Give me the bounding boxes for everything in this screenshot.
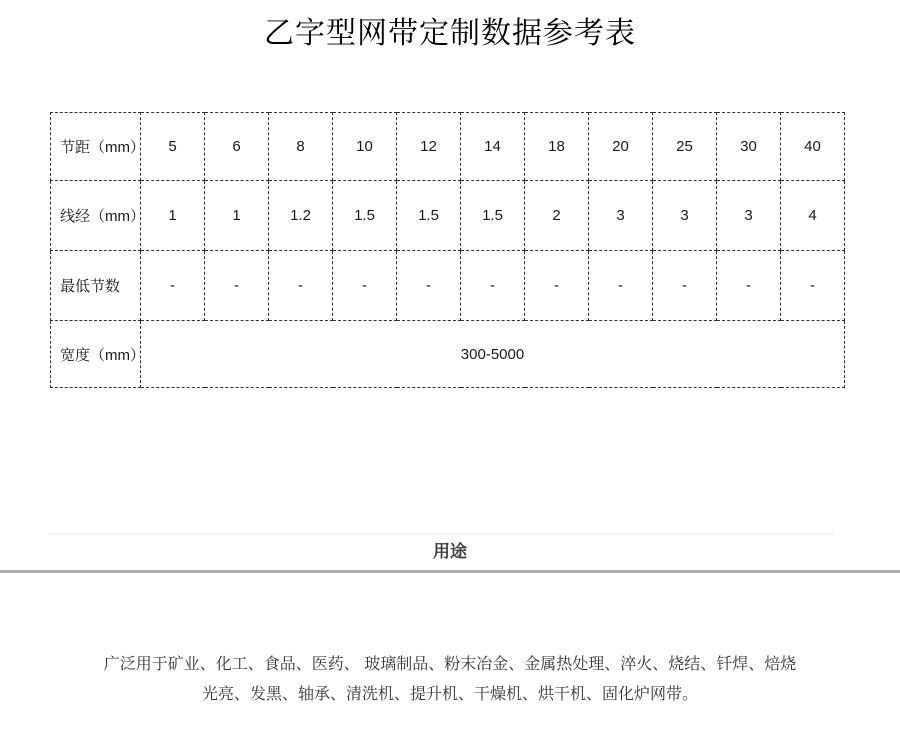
wire-cell: 1	[205, 181, 269, 251]
min-count-cell: -	[653, 251, 717, 321]
min-count-cell: -	[141, 251, 205, 321]
usage-text	[0, 650, 900, 710]
wire-cell: 1.5	[397, 181, 461, 251]
table-row-wire	[51, 181, 845, 251]
min-count-cell: -	[397, 251, 461, 321]
pitch-cell: 20	[589, 113, 653, 181]
page-title: 乙字型网带定制数据参考表	[264, 17, 636, 50]
min-count-cell: -	[333, 251, 397, 321]
pitch-cell: 10	[333, 113, 397, 181]
divider-light	[48, 533, 834, 535]
spec-table	[50, 112, 845, 388]
row-header-min-count: 最低节数	[51, 251, 141, 321]
pitch-cell: 18	[525, 113, 589, 181]
pitch-cell: 30	[717, 113, 781, 181]
table-row-width	[51, 321, 845, 388]
usage-text-line1: 广泛用于矿业、化工、食品、医药、 玻璃制品、粉末冶金、金属热处理、淬火、烧结、钎焊、焙烧	[103, 656, 797, 673]
wire-cell: 1	[141, 181, 205, 251]
min-count-cell: -	[589, 251, 653, 321]
wire-cell: 3	[653, 181, 717, 251]
wire-cell: 1.5	[461, 181, 525, 251]
row-header-pitch: 节距（mm）	[51, 113, 141, 181]
pitch-cell: 14	[461, 113, 525, 181]
wire-cell: 1.2	[269, 181, 333, 251]
wire-cell: 3	[717, 181, 781, 251]
row-header-width: 宽度（mm）	[51, 321, 141, 388]
min-count-cell: -	[525, 251, 589, 321]
wire-cell: 1.5	[333, 181, 397, 251]
pitch-cell: 8	[269, 113, 333, 181]
pitch-cell: 5	[141, 113, 205, 181]
table-row-pitch	[51, 113, 845, 181]
pitch-cell: 6	[205, 113, 269, 181]
min-count-cell: -	[269, 251, 333, 321]
min-count-cell: -	[205, 251, 269, 321]
table-row-min-count	[51, 251, 845, 321]
width-cell: 300-5000	[141, 321, 845, 388]
min-count-cell: -	[781, 251, 845, 321]
pitch-cell: 12	[397, 113, 461, 181]
wire-cell: 3	[589, 181, 653, 251]
wire-cell: 4	[781, 181, 845, 251]
wire-cell: 2	[525, 181, 589, 251]
pitch-cell: 25	[653, 113, 717, 181]
min-count-cell: -	[717, 251, 781, 321]
pitch-cell: 40	[781, 113, 845, 181]
usage-text-line2: 光亮、发黑、轴承、清洗机、提升机、干燥机、烘干机、固化炉网带。	[201, 686, 698, 703]
min-count-cell: -	[461, 251, 525, 321]
usage-heading: 用途	[433, 542, 467, 561]
row-header-wire: 线经（mm）	[51, 181, 141, 251]
divider-thick	[0, 570, 900, 573]
